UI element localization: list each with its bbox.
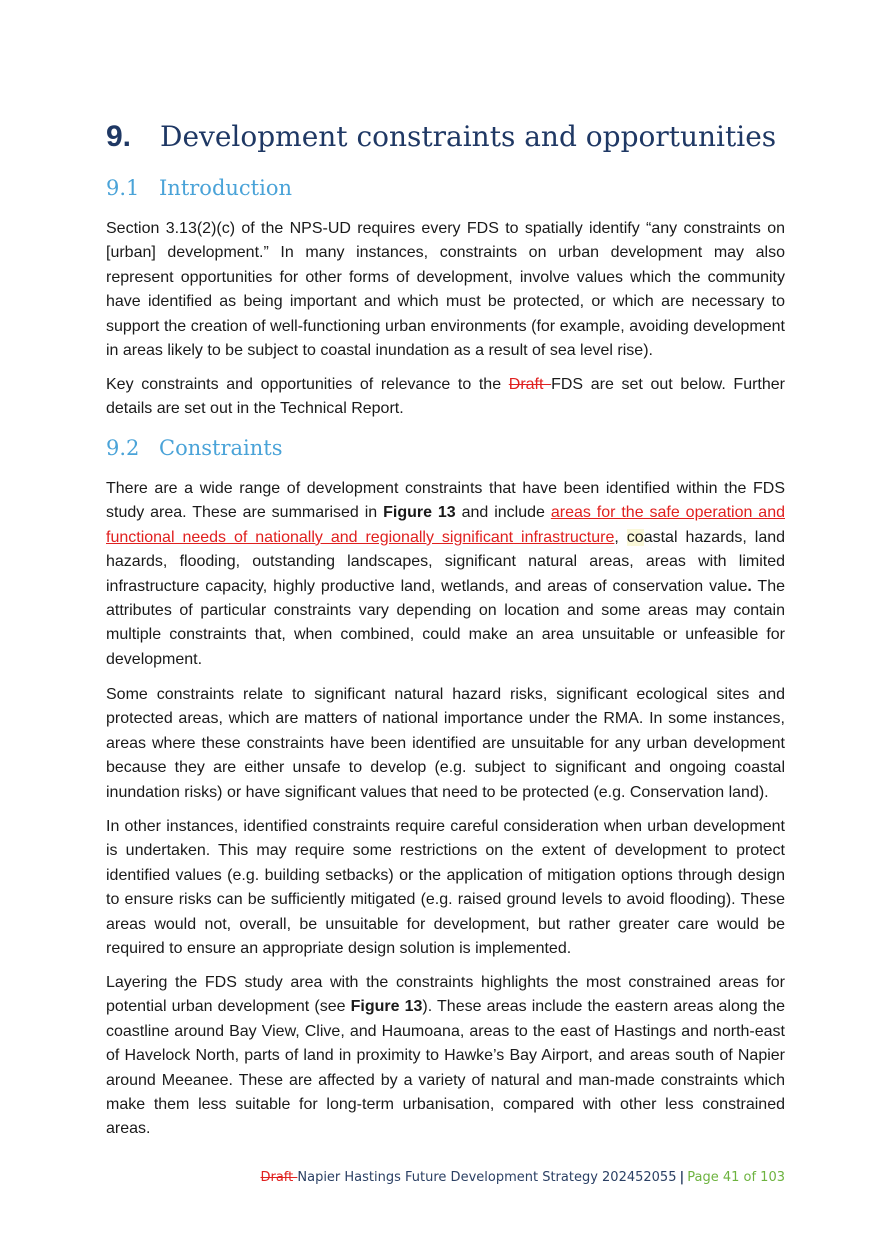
section-title: Constraints xyxy=(159,436,283,460)
text-run: The attributes of particular constraints vary depending on location and some areas may contain multiple constraints that, when combined, could make an area unsuitable or unfeasible for development. xyxy=(106,577,786,668)
footer-deleted-text: Draft xyxy=(260,1170,298,1185)
page-footer xyxy=(0,1170,785,1185)
text-run: There are a wide range of development constraints that have been identified within the FDS study area. These are summarised in xyxy=(106,480,785,522)
text-run: , xyxy=(614,528,627,546)
constraints-paragraph-2: Some constraints relate to significant natural hazard risks, significant ecological sites and protected areas, which are matters of national importance under the RMA. In some instances, areas where these constraints have been identified are unsuitable for any urban development because they are either unsafe to develop (e.g. subject to significant and ongoing coastal inundation risks) or have significant values that need to be protected (e.g. Conservation land). xyxy=(106,686,785,801)
chapter-heading xyxy=(106,114,806,160)
deleted-text: Draft xyxy=(508,376,552,393)
inserted-text: areas for the safe operation and functional needs of nationally and regionally significant infrastructure xyxy=(106,504,786,546)
footer-title: Napier Hastings Future Development Strategy 202452055 xyxy=(297,1170,677,1185)
section-number: 9.1 xyxy=(106,176,140,200)
figure-reference: Figure 13 xyxy=(350,998,423,1016)
section-number: 9.2 xyxy=(106,436,140,460)
chapter-number: 9. xyxy=(106,120,132,153)
highlighted-text: co xyxy=(626,528,644,546)
footer-separator: | xyxy=(679,1170,685,1185)
text-run: ). These areas include the eastern areas along the coastline around Bay View, Clive, and Haumoana, areas to the east of Hastings and north-east of Havelock North, parts of land in proximity to Hawke’s Bay Airport, and areas south of Napier around Meeanee. These are affected by a variety of natural and man-made constraints which make them less suitable for long-term urbanisation, compared with other less constrained areas. xyxy=(106,998,786,1138)
text-run: and include xyxy=(455,504,551,522)
constraints-paragraph-1 xyxy=(106,477,785,672)
chapter-title: Development constraints and opportunities xyxy=(160,120,777,153)
text-run: Key constraints and opportunities of relevance to the xyxy=(106,376,509,393)
figure-reference: Figure 13 xyxy=(383,504,456,522)
text-run: astal hazards, land hazards, flooding, outstanding landscapes, significant natural areas, areas with limited infrastructure capacity, highly productive land, wetlands, and areas of conservation value xyxy=(106,528,786,595)
intro-paragraph-2 xyxy=(106,373,785,422)
constraints-paragraph-3: In other instances, identified constraints require careful consideration when urban development is undertaken. This may require some restrictions on the extent of development to protect identified values (e.g. building setbacks) or the application of mitigation options through design to ensure risks can be sufficiently mitigated (e.g. raised ground levels to avoid flooding). These areas would not, overall, be unsuitable for development, but rather greater care would be required to ensure an appropriate design solution is implemented. xyxy=(106,818,785,958)
bold-period: . xyxy=(747,577,752,595)
section-title: Introduction xyxy=(159,176,292,200)
page-number: Page 41 of 103 xyxy=(687,1170,785,1185)
text-run: Layering the FDS study area with the constraints highlights the most constrained areas for potential urban development (see xyxy=(106,974,785,1016)
section-heading-constraints xyxy=(106,433,706,463)
text-run: FDS are set out below. Further details are set out in the Technical Report. xyxy=(106,376,785,418)
constraints-paragraph-4 xyxy=(106,971,785,1142)
section-heading-introduction xyxy=(106,173,706,203)
intro-paragraph-1: Section 3.13(2)(c) of the NPS-UD requires every FDS to spatially identify “any constraints on [urban] development.” In many instances, constraints on urban development may also represent opportunities for other forms of development, involve values which the community have identified as being important and which must be protected, or which are necessary to support the creation of well-functioning urban environments (for example, avoiding development in areas likely to be subject to coastal inundation as a result of sea level rise). xyxy=(106,220,785,360)
